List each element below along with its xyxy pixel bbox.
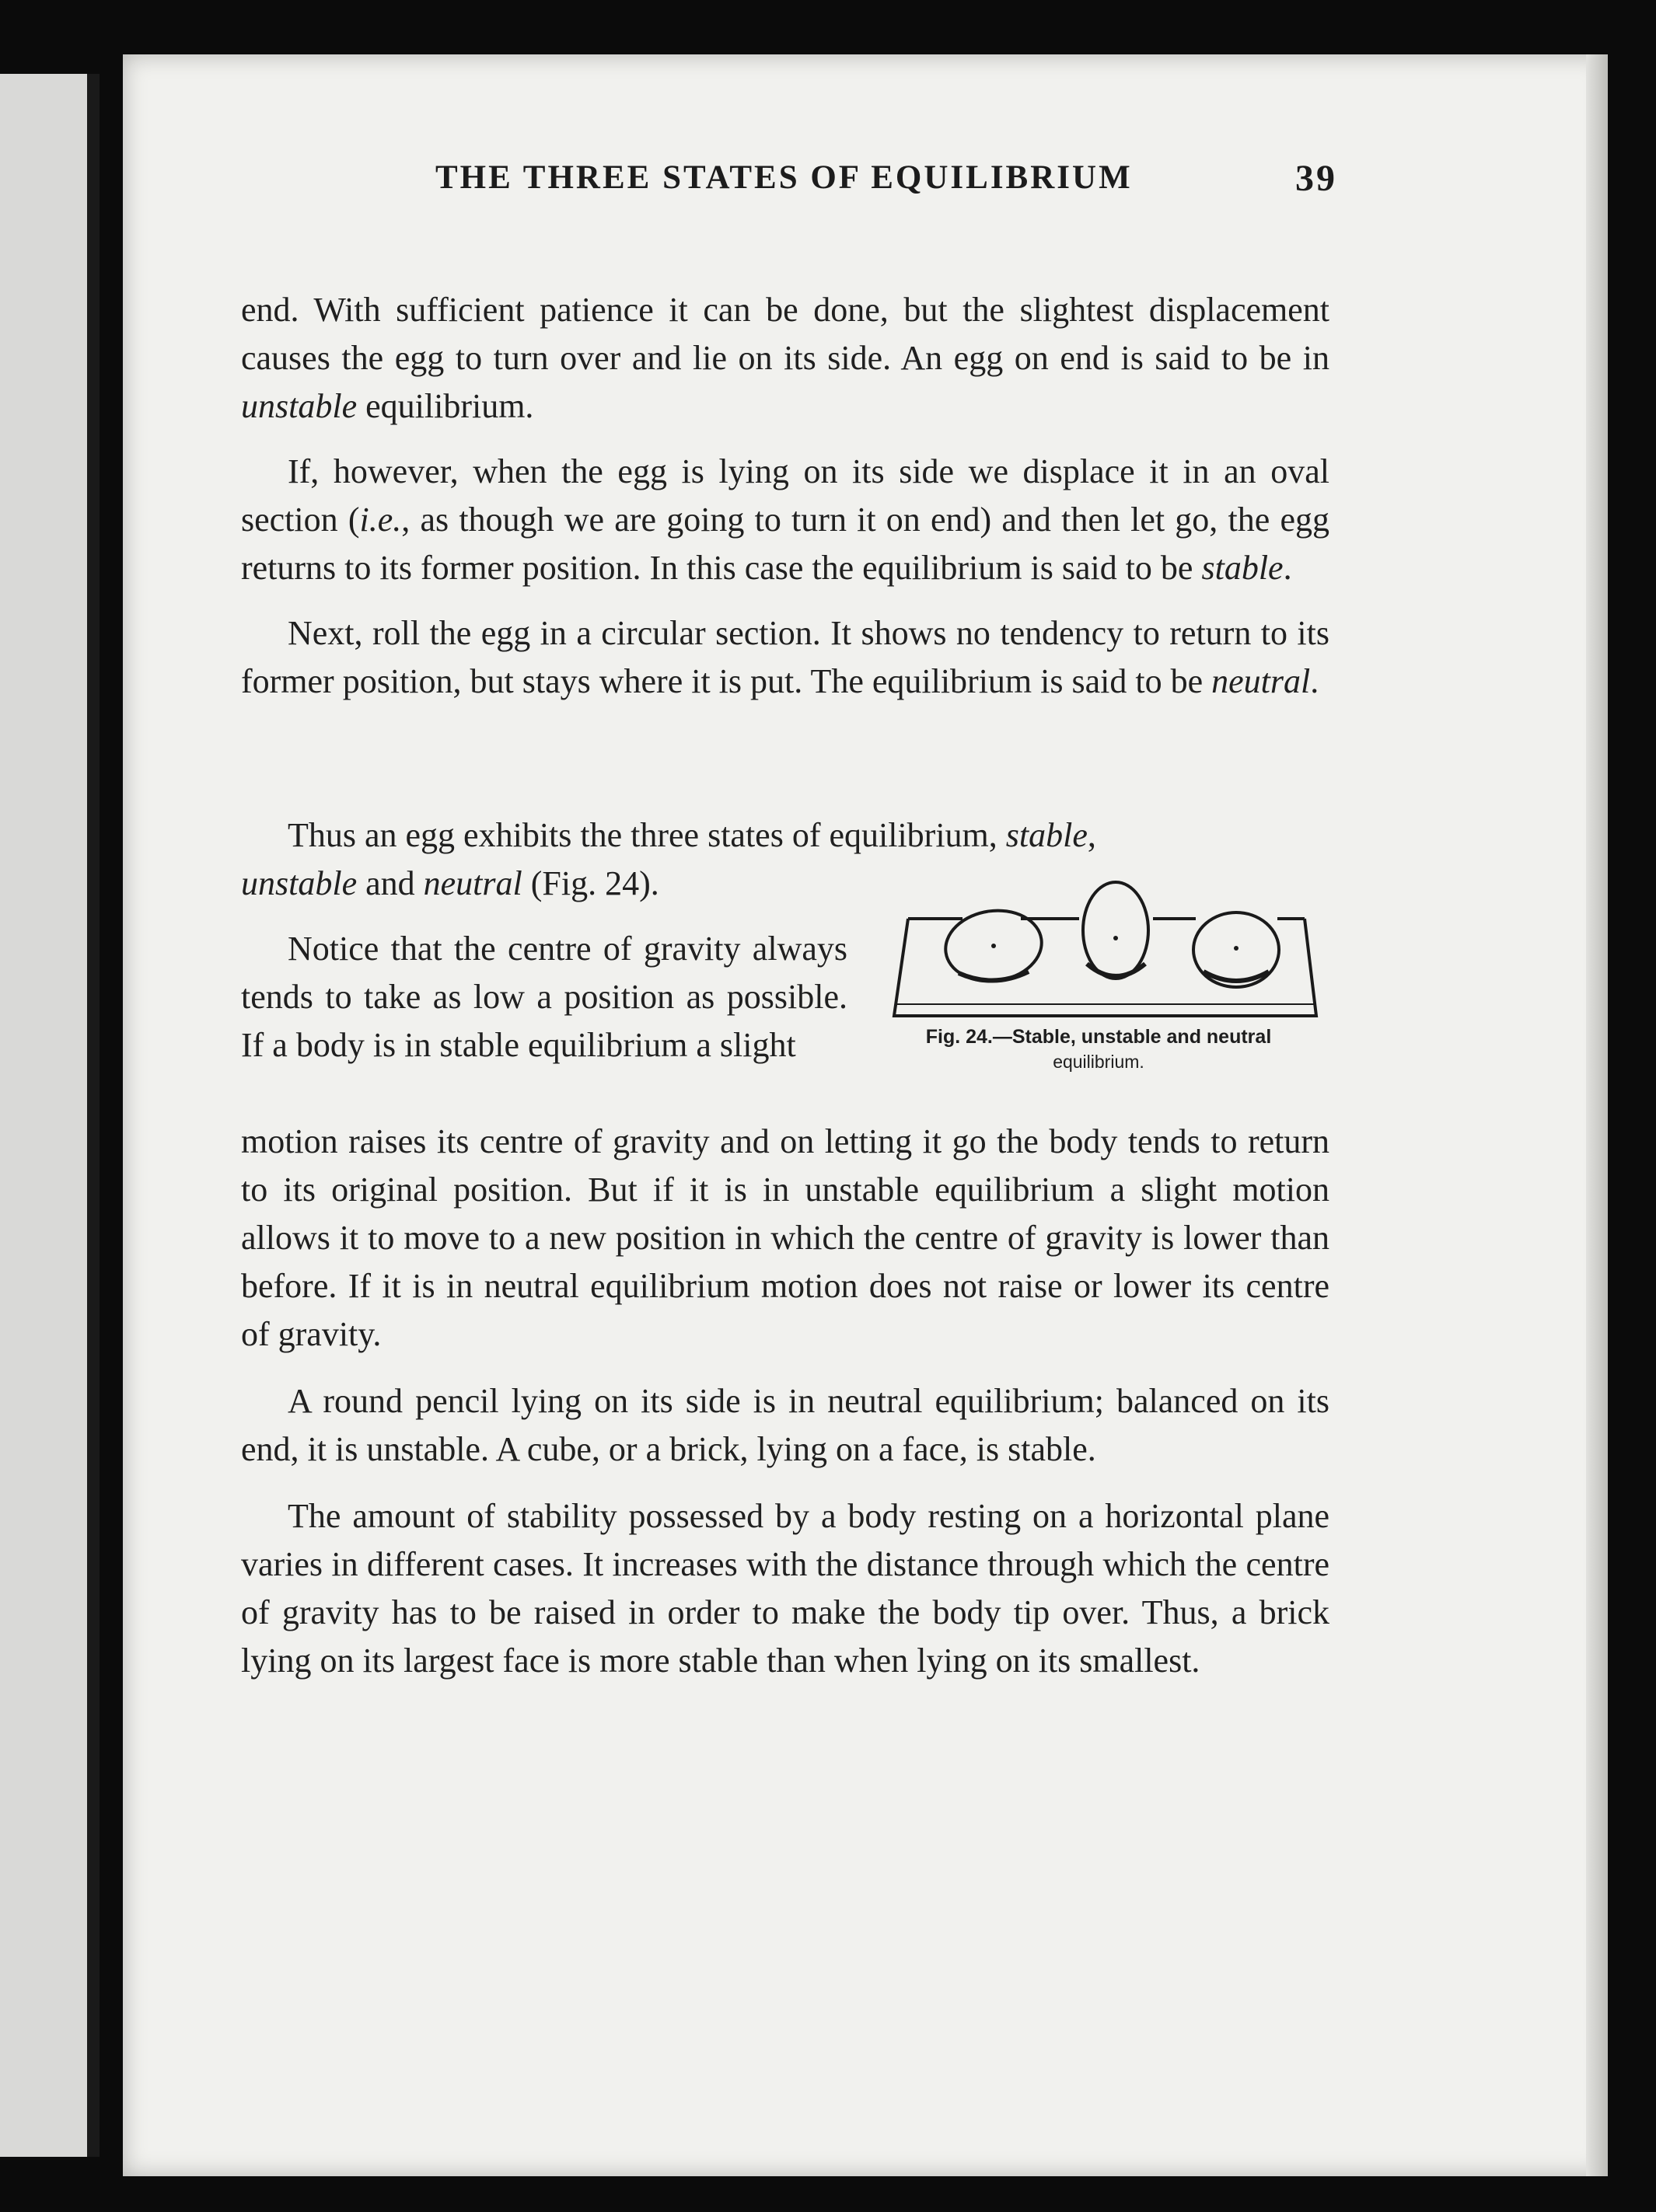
page-number: 39 — [1295, 158, 1337, 199]
emphasis-ie: i.e. — [359, 501, 402, 539]
emphasis-neutral: neutral — [1211, 662, 1311, 700]
paragraph-5-wrapped — [241, 925, 847, 1087]
paragraph-4-text: Thus an egg exhibits the three states of equilibrium, — [288, 816, 1006, 854]
paragraph-3 — [241, 609, 1329, 706]
paragraph-4-and: and — [357, 864, 424, 902]
paragraph-4-comma: , — [1087, 816, 1096, 854]
left-page-strip — [0, 74, 100, 2157]
paragraph-3-text: Next, roll the egg in a circular section. It shows no tendency to return to its former position, but stays where it is put. The equilibrium is said to be — [241, 614, 1329, 700]
paragraph-6: A round pencil lying on its side is in neutral equilibrium; balanced on its end, it is unstable. A cube, or a brick, lying on a face, is stable. — [241, 1382, 1329, 1468]
figure-24 — [869, 872, 1328, 1090]
emphasis-stable: stable — [1201, 549, 1284, 587]
paragraph-1 — [241, 286, 1329, 431]
paragraph-2-mid: , as though we are going to turn it on end) and then let go, the egg returns to its former position. In this case the equilibrium is said to be — [241, 501, 1329, 587]
paragraph-2 — [241, 448, 1329, 592]
caption-line-2: equilibrium. — [1053, 1052, 1144, 1072]
paragraph-1-text: end. With sufficient patience it can be done, but the slightest displacement causes the egg to turn over and lie on its side. An egg on end is said to be in — [241, 291, 1329, 377]
running-header — [319, 152, 1337, 207]
page-edge-shadow — [1586, 54, 1608, 2176]
paragraph-5-continued: motion raises its centre of gravity and on letting it go the body tends to return to its original position. But if it is in unstable equilibrium a slight motion allows it to move to a new position in which the centre of gravity is lower than before. If it is in neutral equilibrium motion does not raise or lower its centre of gravity. — [241, 1122, 1329, 1353]
emphasis-stable-2: stable — [1005, 816, 1088, 854]
paragraph-4-end: (Fig. 24). — [522, 864, 659, 902]
left-page-edge — [87, 74, 100, 2157]
chapter-title: THE THREE STATES OF EQUILIBRIUM — [435, 159, 1133, 196]
emphasis-unstable: unstable — [241, 387, 358, 425]
paragraph-3-end: . — [1310, 662, 1319, 700]
paragraph-2-end: . — [1283, 549, 1292, 587]
emphasis-unstable-2: unstable — [241, 864, 358, 902]
paragraph-7: The amount of stability possessed by a body resting on a horizontal plane varies in different cases. It increases with the distance through which the centre of gravity has to be raised in order to make the body tip over. Thus, a brick lying on its largest face is more stable than when lying on its smallest. — [241, 1497, 1329, 1680]
paragraph-5-start: Notice that the centre of gravity always tends to take as low a position as possible. If a body is in stable equilibrium a slight — [241, 930, 847, 1064]
figure-caption — [869, 1024, 1328, 1074]
text-block-bottom — [241, 1118, 1329, 1702]
equilibrium-eggs-illustration — [885, 872, 1328, 1027]
paragraph-1-end: equilibrium. — [357, 387, 534, 425]
text-block-top — [241, 286, 1329, 723]
paragraph-2-text: If, however, when the egg is lying on its side we displace it in an oval section ( — [241, 452, 1329, 539]
emphasis-neutral-2: neutral — [423, 864, 522, 902]
caption-line-1: Fig. 24.—Stable, unstable and neutral — [925, 1026, 1272, 1048]
